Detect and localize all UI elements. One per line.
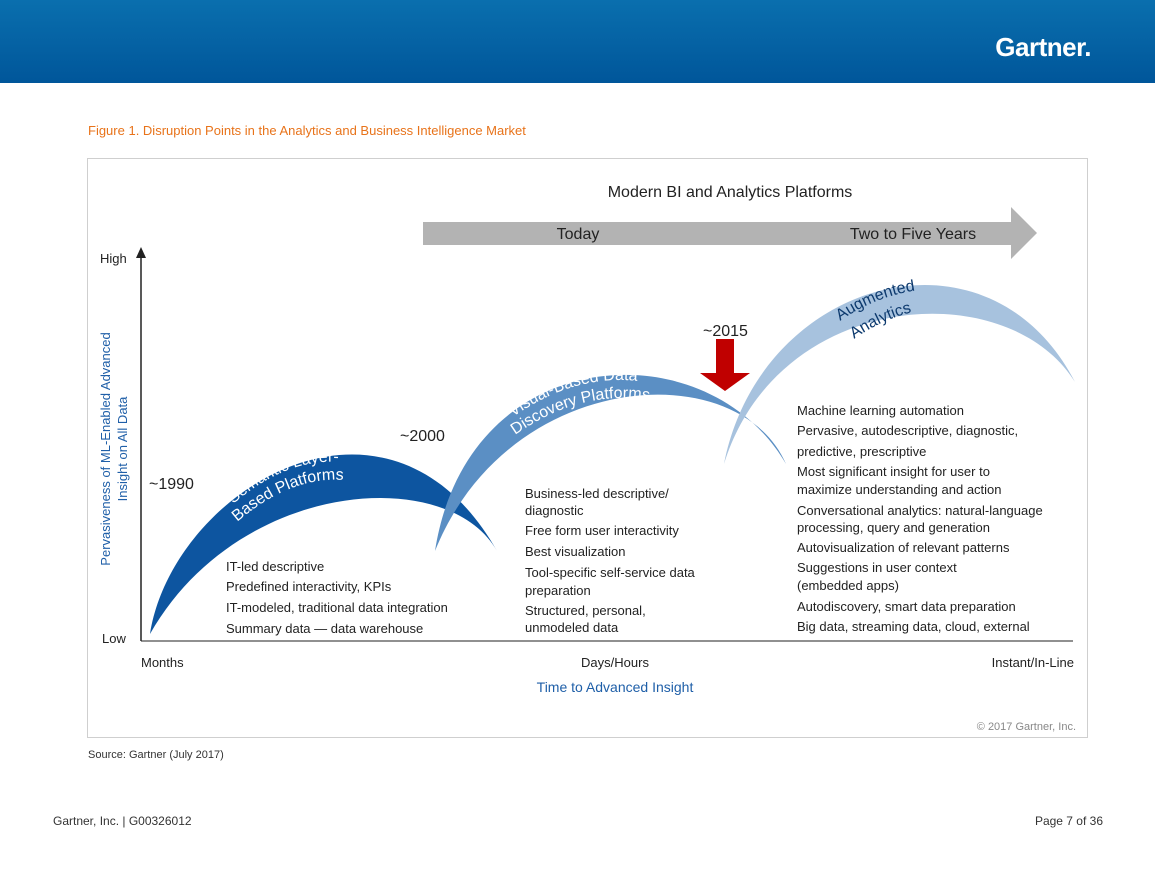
- disruption-diagram: [88, 159, 1087, 737]
- arrow-today-label: Today: [556, 226, 600, 243]
- era3-name-line2: Analytics: [846, 299, 913, 343]
- era2-feature-1: Business-led descriptive/: [525, 486, 669, 501]
- y-low-label: Low: [102, 631, 126, 646]
- era1-feature-4: Summary data — data warehouse: [226, 621, 424, 636]
- x-tick-months: Months: [141, 655, 184, 670]
- y-high-label: High: [100, 251, 127, 266]
- era1-feature-1: IT-led descriptive: [226, 559, 325, 574]
- y-axis-arrowhead: [136, 247, 146, 258]
- era3-feature-6: Conversational analytics: natural-language: [797, 503, 1043, 518]
- figure-title: Figure 1. Disruption Points in the Analytics and Business Intelligence Market: [88, 123, 526, 138]
- era1-name-line1: Semantic Layer-: [224, 448, 340, 507]
- disruption-arrow-icon: [700, 339, 750, 391]
- footer-page-number: Page 7 of 36: [1034, 814, 1103, 828]
- era3-feature-12: Big data, streaming data, cloud, external: [797, 619, 1030, 634]
- era2-feature-7: Structured, personal,: [525, 603, 646, 618]
- era2-feature-5: Tool-specific self-service data: [525, 565, 695, 580]
- source-note: Source: Gartner (July 2017): [88, 749, 224, 761]
- era2-feature-4: Best visualization: [525, 544, 626, 559]
- era2-feature-2: diagnostic: [525, 503, 584, 518]
- y-axis-title-line2: Insight on All Data: [115, 396, 130, 502]
- era3-feature-5: maximize understanding and action: [797, 482, 1002, 497]
- era3-feature-9: Suggestions in user context: [797, 560, 957, 575]
- era1-feature-3: IT-modeled, traditional data integration: [226, 600, 448, 615]
- era2-name-line2: Discovery Platforms: [507, 384, 651, 439]
- era3-feature-11: Autodiscovery, smart data preparation: [797, 599, 1016, 614]
- era3-feature-4: Most significant insight for user to: [797, 464, 990, 479]
- era3-year: ~2015: [703, 323, 748, 340]
- era1-name-line2: Based Platforms: [228, 466, 344, 525]
- era3-name-line1: Augmented: [832, 277, 916, 325]
- figure-frame: [87, 158, 1088, 738]
- era1-feature-2: Predefined interactivity, KPIs: [226, 579, 392, 594]
- x-axis-title: Time to Advanced Insight: [536, 679, 694, 695]
- era3-feature-3: predictive, prescriptive: [797, 444, 927, 459]
- x-tick-days-hours: Days/Hours: [581, 655, 649, 670]
- y-axis-title-line1: Pervasiveness of ML-Enabled Advanced: [98, 332, 113, 566]
- era2-year: ~2000: [400, 428, 445, 445]
- era3-feature-2: Pervasive, autodescriptive, diagnostic,: [797, 423, 1019, 438]
- copyright: © 2017 Gartner, Inc.: [976, 721, 1076, 733]
- era3-feature-8: Autovisualization of relevant patterns: [797, 540, 1010, 555]
- era2-feature-6: preparation: [525, 583, 591, 598]
- gartner-logo: Gartner.: [995, 32, 1091, 62]
- footer-doc-id: Gartner, Inc. | G00326012: [53, 814, 192, 828]
- page-header: [0, 0, 1155, 83]
- era3-feature-10: (embedded apps): [797, 578, 899, 593]
- arrow-future-label: Two to Five Years: [849, 226, 977, 243]
- era2-feature-3: Free form user interactivity: [525, 523, 679, 538]
- x-tick-instant: Instant/In-Line: [991, 655, 1074, 670]
- era2-name-line1: Visual-Based Data: [505, 367, 639, 421]
- era2-feature-8: unmodeled data: [525, 620, 619, 635]
- era3-feature-7: processing, query and generation: [797, 520, 990, 535]
- banner-title: Modern BI and Analytics Platforms: [607, 184, 853, 201]
- era1-year: ~1990: [149, 476, 194, 493]
- era3-feature-1: Machine learning automation: [797, 403, 964, 418]
